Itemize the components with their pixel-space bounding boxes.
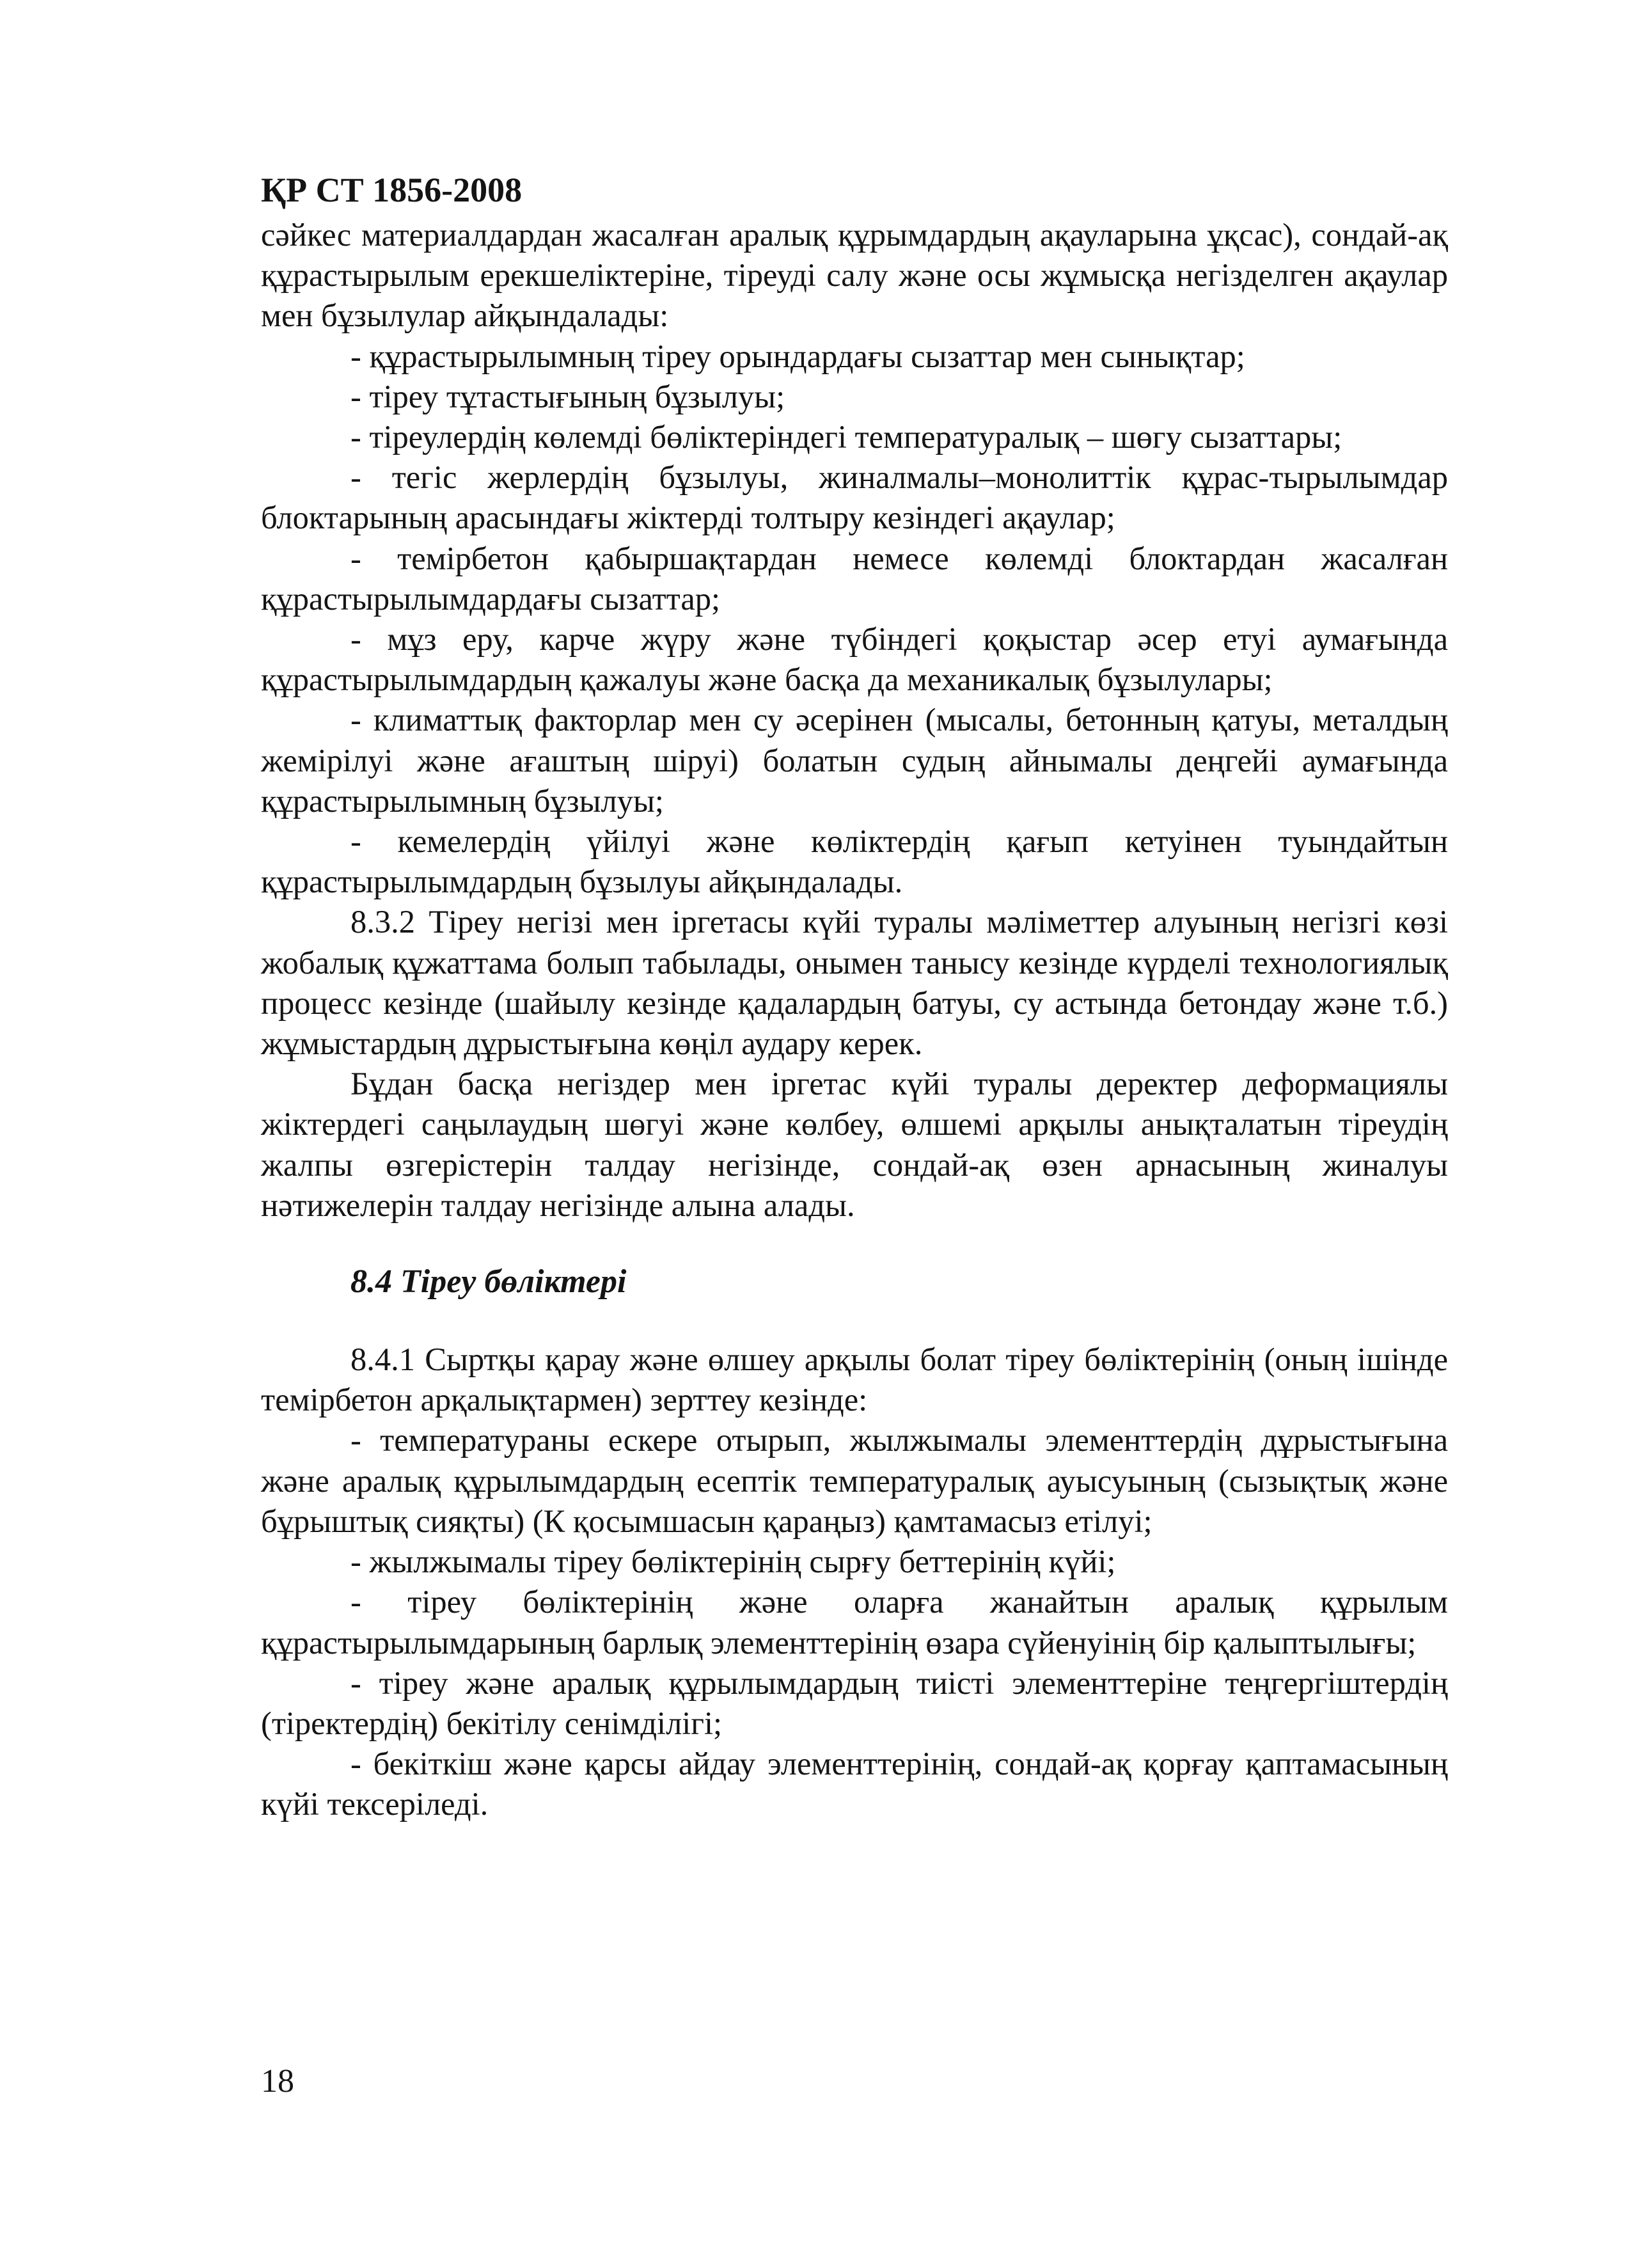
list-item: - тіреу және аралық құрылымдардың тиісті элементтеріне теңгергіштердің (тіректердің) бекітілу сенімділігі;: [261, 1664, 1448, 1741]
list-item: - тіреу бөліктерінің және оларға жанайтын аралық құрылым құрастырылымдарының барлық элементтерінің өзара сүйенуінің бір қалыптылығы;: [261, 1584, 1448, 1661]
list-item: - темірбетон қабыршақтардан немесе көлемді блоктардан жасалған құрастырылымдардағы сызаттар;: [261, 540, 1448, 617]
list-item: - климаттық факторлар мен су әсерінен (мысалы, бетонның қатуы, металдың жемірілуі және ағаштың шіруі) болатын судың айнымалы деңгейі аумағында құрастырылымның бұзылуы;: [261, 702, 1448, 819]
paragraph: сәйкес материалдардан жасалған аралық құрымдардың ақауларына ұқсас), сондай-ақ құрастырылым ерекшеліктеріне, тіреуді салу және осы жұмысқа негізделген ақаулар мен бұзылулар айқындалады:: [261, 217, 1448, 334]
paragraph: 8.3.2 Тіреу негізі мен іргетасы күйі туралы мәліметтер алуының негізгі көзі жобалық құжаттама болып табылады, онымен танысу кезінде күрделі технологиялық процесс кезінде (шайылу кезінде қадалардың батуы, су астында бетондау және т.б.) жұмыстардың дұрыстығына көңіл аудару керек.: [261, 904, 1448, 1062]
list-item: - тіреулердің көлемді бөліктеріндегі температуралық – шөгу сызаттары;: [350, 419, 1342, 455]
list-item: - жылжымалы тіреу бөліктерінің сырғу беттерінің күйі;: [350, 1544, 1116, 1580]
list-item: - құрастырылымның тіреу орындардағы сызаттар мен сынықтар;: [350, 338, 1245, 374]
list-item: - кемелердің үйілуі және көліктердің қағып кетуінен туындайтын құрастырылымдардың бұзылуы айқындалады.: [261, 823, 1448, 900]
list-item: - бекіткіш және қарсы айдау элементтерінің, сондай-ақ қорғау қаптамасының күйі тексеріледі.: [261, 1746, 1448, 1822]
list-item: - мұз еру, карче жүру және түбіндегі қоқыстар әсер етуі аумағында құрастырылымдардың қажалуы және басқа да механикалық бұзылулары;: [261, 621, 1448, 698]
list-item: - температураны ескере отырып, жылжымалы элементтердің дұрыстығына және аралық құрылымдардың есептік температуралық ауысуының (сызықтық және бұрыштық сияқты) (К қосымшасын қараңыз) қамтамасыз етілуі;: [261, 1422, 1448, 1539]
list-item: - тіреу тұтастығының бұзылуы;: [350, 378, 785, 415]
document-header: ҚР СТ 1856-2008: [261, 171, 523, 209]
body-text-after: [261, 1339, 1448, 1824]
paragraph: 8.4.1 Сыртқы қарау және өлшеу арқылы болат тіреу бөліктерінің (оның ішінде темірбетон арқалықтармен) зерттеу кезінде:: [261, 1341, 1448, 1418]
list-item: - тегіс жерлердің бұзылуы, жиналмалы–монолиттік құрас-тырылымдар блоктарының арасындағы жіктерді толтыру кезіндегі ақаулар;: [261, 459, 1448, 536]
section-title: 8.4 Тіреу бөліктері: [350, 1263, 627, 1300]
paragraph: Бұдан басқа негіздер мен іргетас күйі туралы деректер деформациялы жіктердегі саңылаудың шөгуі және көлбеу, өлшемі арқылы анықталатын тіреудің жалпы өзгерістерін талдау негізінде, сондай-ақ өзен арнасының жиналуы нәтижелерін талдау негізінде алына алады.: [261, 1066, 1448, 1223]
body-text-before: [261, 215, 1448, 1226]
document-page: [261, 168, 1448, 1825]
page-number: 18: [261, 2063, 294, 2099]
